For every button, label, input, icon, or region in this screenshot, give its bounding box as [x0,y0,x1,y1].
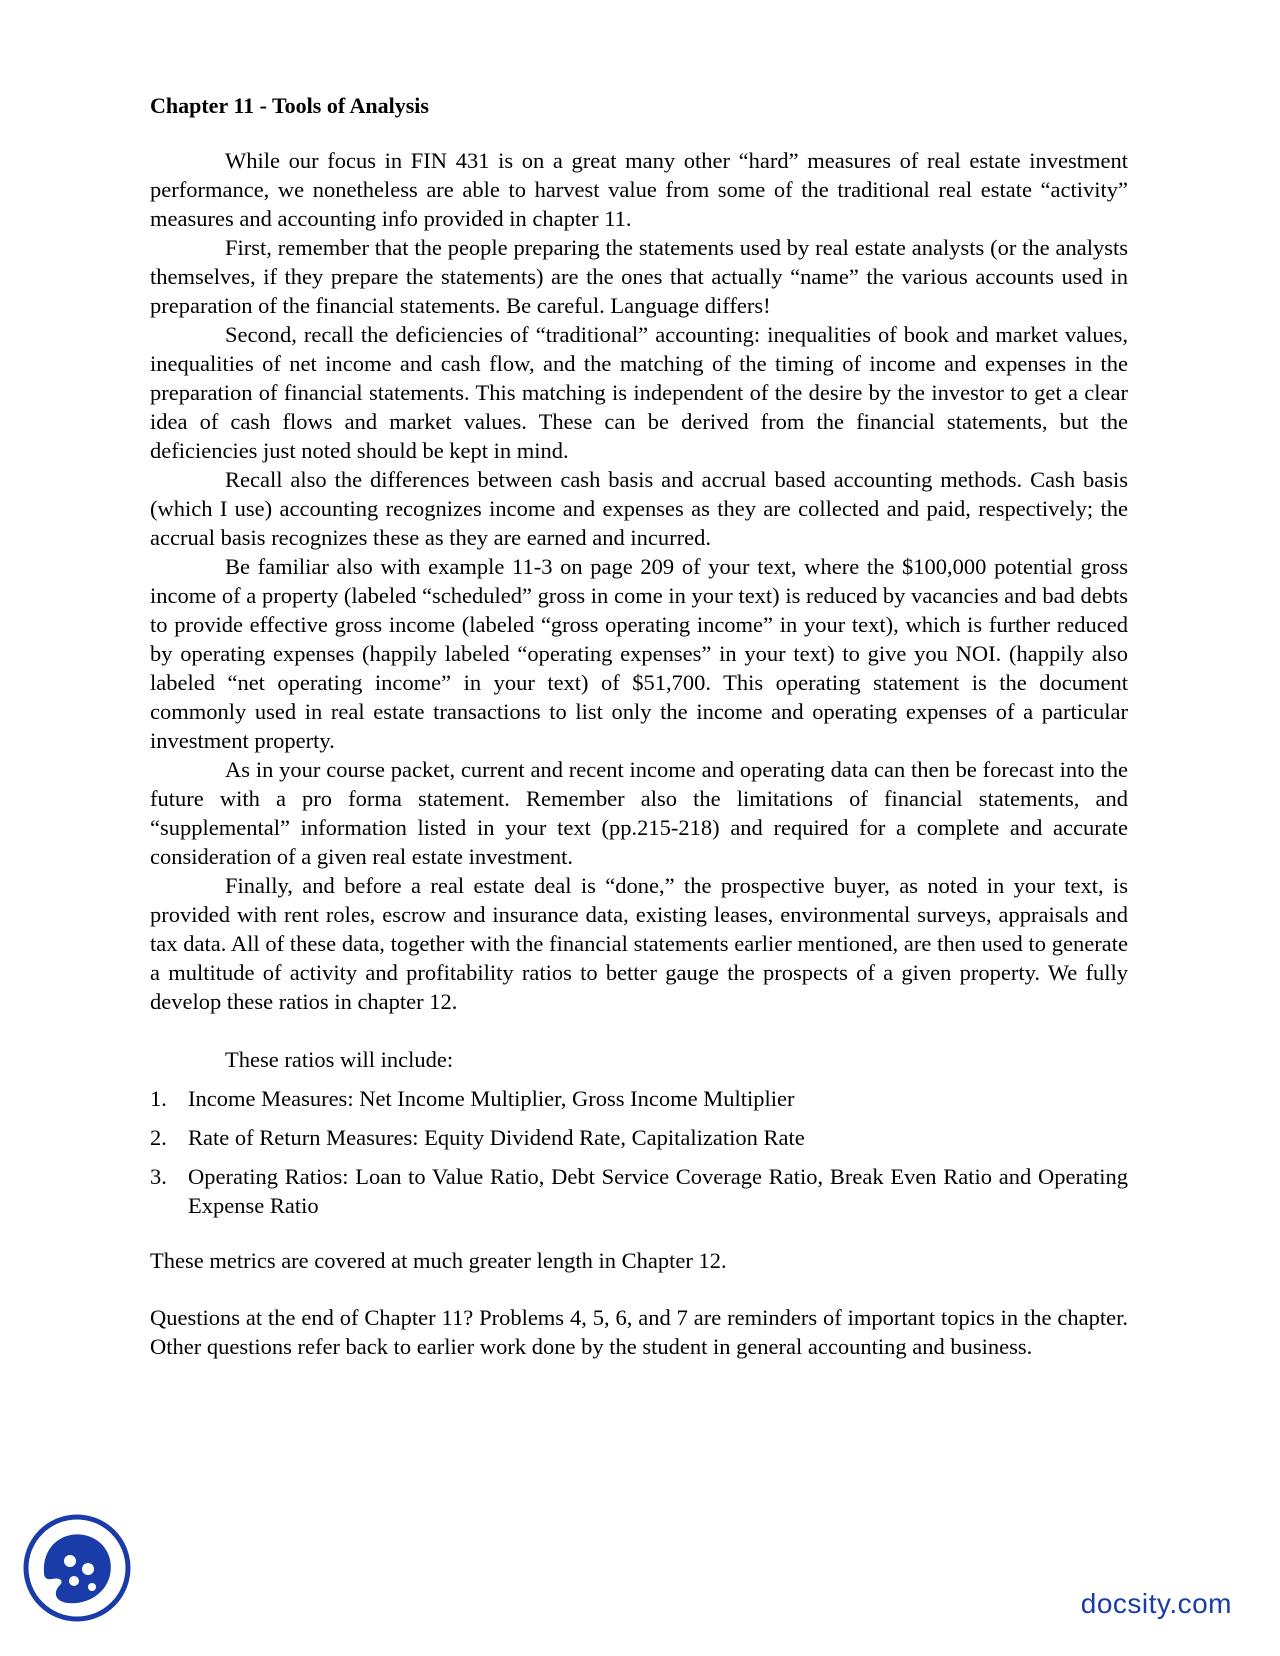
list-item-text: Income Measures: Net Income Multiplier, Gross Income Multiplier [188,1086,795,1111]
list-item [150,1084,1128,1113]
paragraph-3: Second, recall the deficiencies of “traditional” accounting: inequalities of book and market values, inequalities of net income and cash flow, and the matching of the timing of income and expenses in the preparation of financial statements. This matching is independent of the desire by the investor to get a clear idea of cash flows and market values. These can be derived from the financial statements, but the deficiencies just noted should be kept in mind. [150,322,1128,463]
docsity-logo-icon[interactable] [22,1513,132,1623]
document-page [150,92,1128,1361]
paragraph-2: First, remember that the people preparing the statements used by real estate analysts (or the analysts themselves, if they prepare the statements) are the ones that actually “name” the various accounts used in preparation of the financial statements. Be careful. Language differs! [150,235,1128,318]
list-item [150,1123,1128,1152]
metrics-note: These metrics are covered at much greater length in Chapter 12. [150,1248,727,1273]
paragraph-4: Recall also the differences between cash basis and accrual based accounting methods. Cash basis (which I use) accounting recognizes income and expenses as they are collected and paid, respectively; the accrual basis recognizes these as they are earned and incurred. [150,467,1128,550]
list-item-text: Rate of Return Measures: Equity Dividend Rate, Capitalization Rate [188,1125,805,1150]
list-item-text: Operating Ratios: Loan to Value Ratio, Debt Service Coverage Ratio, Break Even Ratio and Operating Expense Ratio [188,1164,1128,1218]
paragraph-6: As in your course packet, current and recent income and operating data can then be forecast into the future with a pro forma statement. Remember also the limitations of financial statements, and “supplemental” information listed in your text (pp.215-218) and required for a complete and accurate consideration of a given real estate investment. [150,757,1128,869]
docsity-brand-link[interactable]: docsity.com [1080,1588,1232,1619]
paragraph-1: While our focus in FIN 431 is on a great many other “hard” measures of real estate investment performance, we nonetheless are able to harvest value from some of the traditional real estate “activity” measures and accounting info provided in chapter 11. [150,148,1128,231]
paragraph-7: Finally, and before a real estate deal is “done,” the prospective buyer, as noted in your text, is provided with rent roles, escrow and insurance data, existing leases, environmental surveys, appraisals and tax data. All of these data, together with the financial statements earlier mentioned, are then used to generate a multitude of activity and profitability ratios to better gauge the prospects of a given property. We fully develop these ratios in chapter 12. [150,873,1128,1014]
questions-note: Questions at the end of Chapter 11? Problems 4, 5, 6, and 7 are reminders of important topics in the chapter. Other questions refer back to earlier work done by the student in general accounting and business. [150,1305,1128,1359]
ratios-list [150,1084,1128,1220]
paragraph-5: Be familiar also with example 11-3 on page 209 of your text, where the $100,000 potential gross income of a property (labeled “scheduled” gross in come in your text) is reduced by vacancies and bad debts to provide effective gross income (labeled “gross operating income” in your text), which is further reduced by operating expenses (happily labeled “operating expenses” in your text) to give you NOI. (happily also labeled “net operating income” in your text) of $51,700. This operating statement is the document commonly used in real estate transactions to list only the income and operating expenses of a particular investment property. [150,554,1128,753]
list-item-number: 1. [150,1086,167,1111]
list-item [150,1162,1128,1220]
ratios-intro: These ratios will include: [225,1047,454,1072]
list-item-number: 3. [150,1164,167,1189]
page-title: Chapter 11 - Tools of Analysis [150,93,429,118]
list-item-number: 2. [150,1125,167,1150]
